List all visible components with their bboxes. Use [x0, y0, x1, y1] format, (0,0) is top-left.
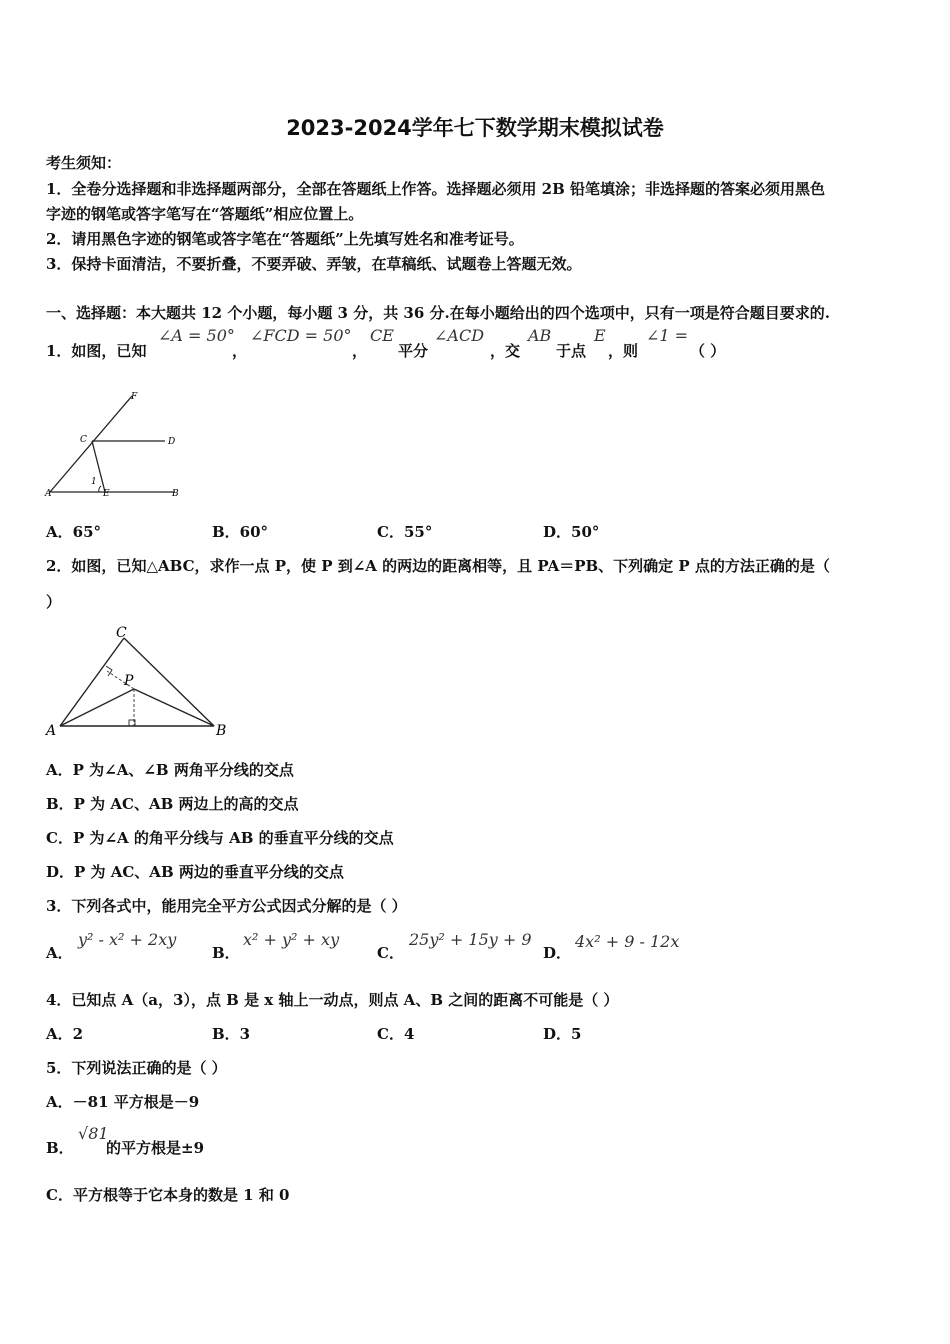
q1-option-c: C．55° — [377, 523, 433, 541]
q1-math-ab: AB — [528, 326, 552, 345]
q5-option-b-label: B． — [46, 1139, 74, 1157]
q1-text-then: ，则 — [608, 342, 639, 360]
q5-option-b-text: 的平方根是±9 — [106, 1139, 205, 1157]
q3-expr-b: x² + y² + xy — [243, 930, 340, 949]
q1-math-angle-a: ∠A = 50° — [158, 326, 235, 345]
q1-sep-2: ， — [352, 342, 368, 360]
fig1-label-f: F — [131, 392, 138, 402]
q1-text-bisects: 平分 — [398, 342, 429, 360]
notice-line-1b: 字迹的钢笔或答字笔写在“答题纸”相应位置上。 — [46, 205, 364, 223]
fig1-label-d: D — [168, 437, 176, 447]
q3-label-a: A． — [46, 944, 73, 962]
q1-math-e: E — [594, 326, 606, 345]
q3-stem: 3．下列各式中，能用完全平方公式因式分解的是（ ） — [46, 897, 407, 915]
q1-math-angle-fcd: ∠FCD = 50° — [250, 326, 352, 345]
q4-option-c: C．4 — [377, 1025, 415, 1043]
q2-stem-line-2: ） — [46, 593, 62, 611]
q3-expr-c: 25y² + 15y + 9 — [409, 930, 532, 949]
q1-prefix: 1．如图，已知 — [46, 342, 147, 360]
q5-option-c: C．平方根等于它本身的数是 1 和 0 — [46, 1186, 290, 1204]
notice-line-3: 3．保持卡面清洁，不要折叠，不要弄破、弄皱，在草稿纸、试题卷上答题无效。 — [46, 255, 582, 273]
q4-option-d: D．5 — [543, 1025, 582, 1043]
q3-label-b: B． — [212, 944, 240, 962]
q3-expr-a: y² - x² + 2xy — [78, 930, 177, 949]
q2-option-d: D．P 为 AC、AB 两边的垂直平分线的交点 — [46, 863, 344, 881]
q2-stem-line-1: 2．如图，已知△ABC，求作一点 P，使 P 到∠A 的两边的距离相等，且 PA＝PB、下列确定 P 点的方法正确的是（ — [46, 557, 830, 575]
fig1-label-e: E — [103, 489, 110, 499]
q1-math-ce: CE — [370, 326, 394, 345]
fig1-label-a: A — [45, 489, 52, 499]
q2-option-c: C．P 为∠A 的角平分线与 AB 的垂直平分线的交点 — [46, 829, 394, 847]
notice-line-1a: 1．全卷分选择题和非选择题两部分，全部在答题纸上作答。选择题必须用 2B 铅笔填涂；非选择题的答案必须用黑色 — [46, 180, 826, 198]
q3-expr-d: 4x² + 9 - 12x — [575, 932, 680, 951]
q1-math-angle-acd: ∠ACD — [434, 326, 485, 345]
q4-stem: 4．已知点 A（a，3），点 B 是 x 轴上一动点，则点 A、B 之间的距离不可能是（ ） — [46, 991, 619, 1009]
q3-label-c: C． — [377, 944, 404, 962]
q1-paren: （ ） — [690, 342, 726, 360]
fig2-label-p: P — [124, 673, 134, 689]
fig2-label-a: A — [46, 723, 57, 739]
section-heading: 一、选择题：本大题共 12 个小题，每小题 3 分，共 36 分.在每小题给出的四个选项中，只有一项是符合题目要求的. — [46, 304, 830, 322]
fig1-label-1: 1 — [91, 477, 97, 487]
q4-option-a: A．2 — [46, 1025, 84, 1043]
q2-option-b: B．P 为 AC、AB 两边上的高的交点 — [46, 795, 299, 813]
q1-option-b: B．60° — [212, 523, 269, 541]
q1-text-meets: ，交 — [490, 342, 521, 360]
q5-option-b-math: √81 — [78, 1124, 109, 1143]
notice-heading: 考生须知： — [46, 154, 122, 172]
q1-sep-1: ， — [232, 342, 248, 360]
q1-option-d: D．50° — [543, 523, 600, 541]
fig1-label-b: B — [172, 489, 179, 499]
fig1-label-c: C — [80, 435, 87, 445]
q1-option-a: A．65° — [46, 523, 102, 541]
q1-math-angle-1: ∠1 = — [646, 326, 689, 345]
q2-figure — [40, 622, 235, 742]
q2-option-a: A．P 为∠A、∠B 两角平分线的交点 — [46, 761, 294, 779]
fig2-label-c: C — [116, 625, 127, 641]
q3-label-d: D． — [543, 944, 572, 962]
q1-figure — [40, 388, 190, 500]
page-title: 2023-2024学年七下数学期末模拟试卷 — [286, 116, 664, 140]
q1-text-at-point: 于点 — [556, 342, 587, 360]
q5-option-a: A．－81 平方根是－9 — [46, 1093, 200, 1111]
q4-option-b: B．3 — [212, 1025, 251, 1043]
notice-line-2: 2．请用黑色字迹的钢笔或答字笔在“答题纸”上先填写姓名和准考证号。 — [46, 230, 524, 248]
fig2-label-b: B — [216, 723, 227, 739]
q5-stem: 5．下列说法正确的是（ ） — [46, 1059, 227, 1077]
